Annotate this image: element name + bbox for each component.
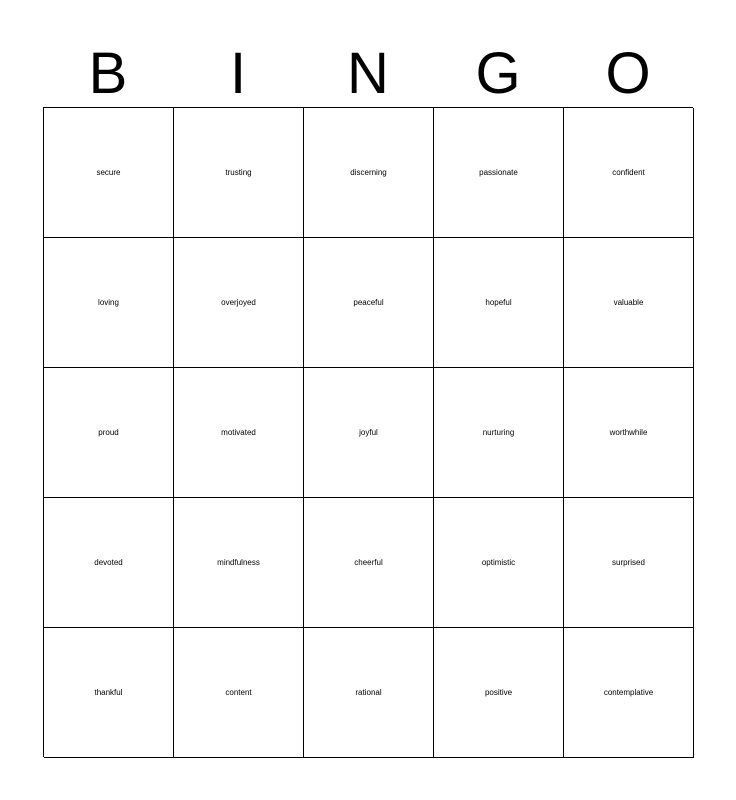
bingo-cell: proud <box>44 368 174 498</box>
bingo-cell: nurturing <box>434 368 564 498</box>
bingo-cell: overjoyed <box>174 238 304 368</box>
bingo-cell: motivated <box>174 368 304 498</box>
bingo-cell: hopeful <box>434 238 564 368</box>
bingo-cell: cheerful <box>304 498 434 628</box>
bingo-cell: surprised <box>564 498 694 628</box>
header-letter-n: N <box>347 41 389 106</box>
bingo-cell: trusting <box>174 108 304 238</box>
bingo-cell: secure <box>44 108 174 238</box>
bingo-cell: worthwhile <box>564 368 694 498</box>
bingo-cell: valuable <box>564 238 694 368</box>
header-letter-g: G <box>475 41 521 106</box>
bingo-cell: discerning <box>304 108 434 238</box>
bingo-cell: peaceful <box>304 238 434 368</box>
bingo-board <box>43 107 693 757</box>
bingo-cell: confident <box>564 108 694 238</box>
bingo-cell: contemplative <box>564 628 694 758</box>
bingo-cell: joyful <box>304 368 434 498</box>
bingo-cell: positive <box>434 628 564 758</box>
bingo-cell: passionate <box>434 108 564 238</box>
bingo-cell: optimistic <box>434 498 564 628</box>
header-letter-i: I <box>229 41 247 106</box>
bingo-cell: mindfulness <box>174 498 304 628</box>
bingo-cell: content <box>174 628 304 758</box>
bingo-cell: devoted <box>44 498 174 628</box>
header-letter-o: O <box>605 41 651 106</box>
bingo-cell: rational <box>304 628 434 758</box>
bingo-header <box>43 40 693 108</box>
header-letter-b: B <box>88 41 128 106</box>
bingo-cell: thankful <box>44 628 174 758</box>
bingo-cell: loving <box>44 238 174 368</box>
